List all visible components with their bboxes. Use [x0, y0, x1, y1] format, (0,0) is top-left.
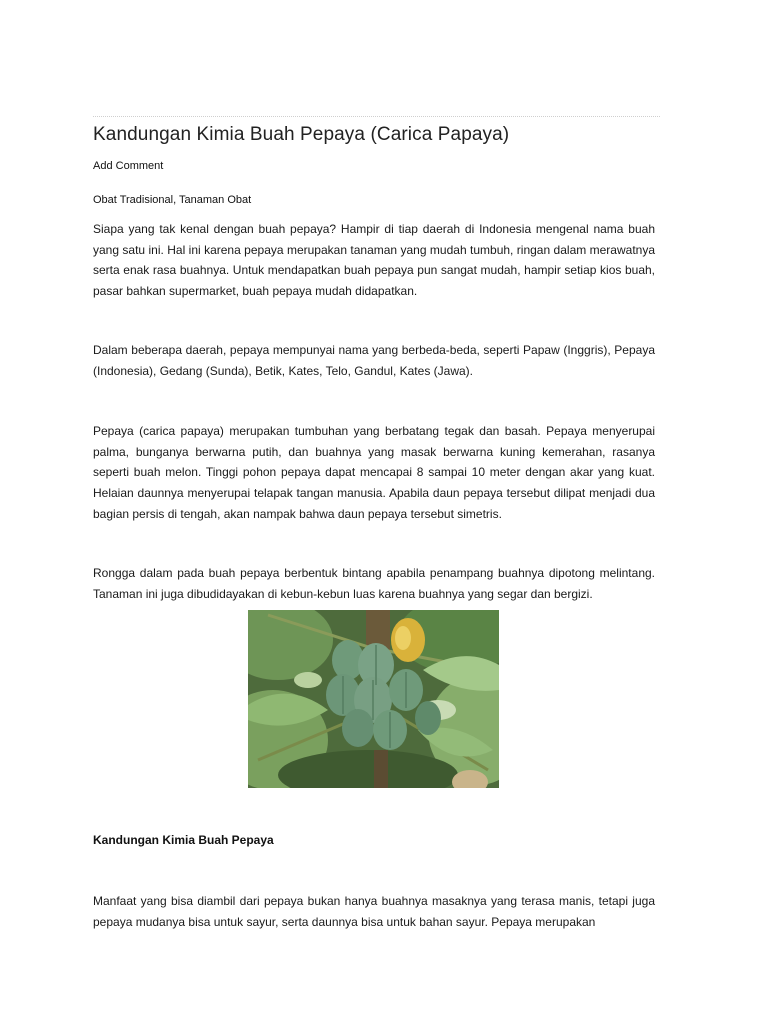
paragraph-regional-names: Dalam beberapa daerah, pepaya mempunyai nama yang berbeda-beda, seperti Papaw (Inggris), Pepaya (Indonesia), Gedang (Sunda), Betik, Kates, Telo, Gandul, Kates (Jawa).: [93, 343, 655, 378]
category-link-obat-tradisional[interactable]: Obat Tradisional: [93, 194, 174, 206]
category-link-tanaman-obat[interactable]: Tanaman Obat: [179, 194, 252, 206]
section-heading-kandungan-kimia: Kandungan Kimia Buah Pepaya: [93, 833, 274, 847]
papaya-tree-photo: [248, 610, 499, 788]
article-title[interactable]: Kandungan Kimia Buah Pepaya (Carica Papaya): [93, 124, 510, 145]
category-list: [93, 194, 251, 206]
top-divider: [93, 116, 660, 117]
paragraph-benefits: Manfaat yang bisa diambil dari pepaya bukan hanya buahnya masaknya yang terasa manis, tetapi juga pepaya mudanya bisa untuk sayur, serta daunnya bisa untuk bahan sayur. Pepaya merupakan: [93, 894, 655, 929]
paragraph-description: Pepaya (carica papaya) merupakan tumbuhan yang berbatang tegak dan basah. Pepaya menyerupai palma, bunganya berwarna putih, dan buahnya yang masak berwarna kuning kemerahan, rasanya seperti buah melon. Tinggi pohon pepaya dapat mencapai 8 sampai 10 meter dengan akar yang kuat. Helaian daunnya menyerupai telapak tangan manusia. Apabila daun pepaya tersebut dilipat menjadi dua bagian persis di tengah, akan nampak bahwa daun pepaya tersebut simetris.: [93, 424, 655, 521]
paragraph-intro: Siapa yang tak kenal dengan buah pepaya? Hampir di tiap daerah di Indonesia mengenal nama buah yang satu ini. Hal ini karena pepaya merupakan tanaman yang mudah tumbuh, ringan dalam merawatnya serta enak rasa buahnya. Untuk mendapatkan buah pepaya pun sangat mudah, hampir setiap kios buah, pasar bahkan supermarket, buah pepaya mudah didapatkan.: [93, 222, 655, 299]
add-comment-link[interactable]: Add Comment: [93, 160, 164, 172]
papaya-illustration: [248, 610, 499, 788]
paragraph-fruit-cavity: Rongga dalam pada buah pepaya berbentuk bintang apabila penampang buahnya dipotong melintang. Tanaman ini juga dibudidayakan di kebun-kebun luas karena buahnya yang segar dan bergizi.: [93, 566, 655, 601]
category-separator: ,: [173, 194, 180, 206]
